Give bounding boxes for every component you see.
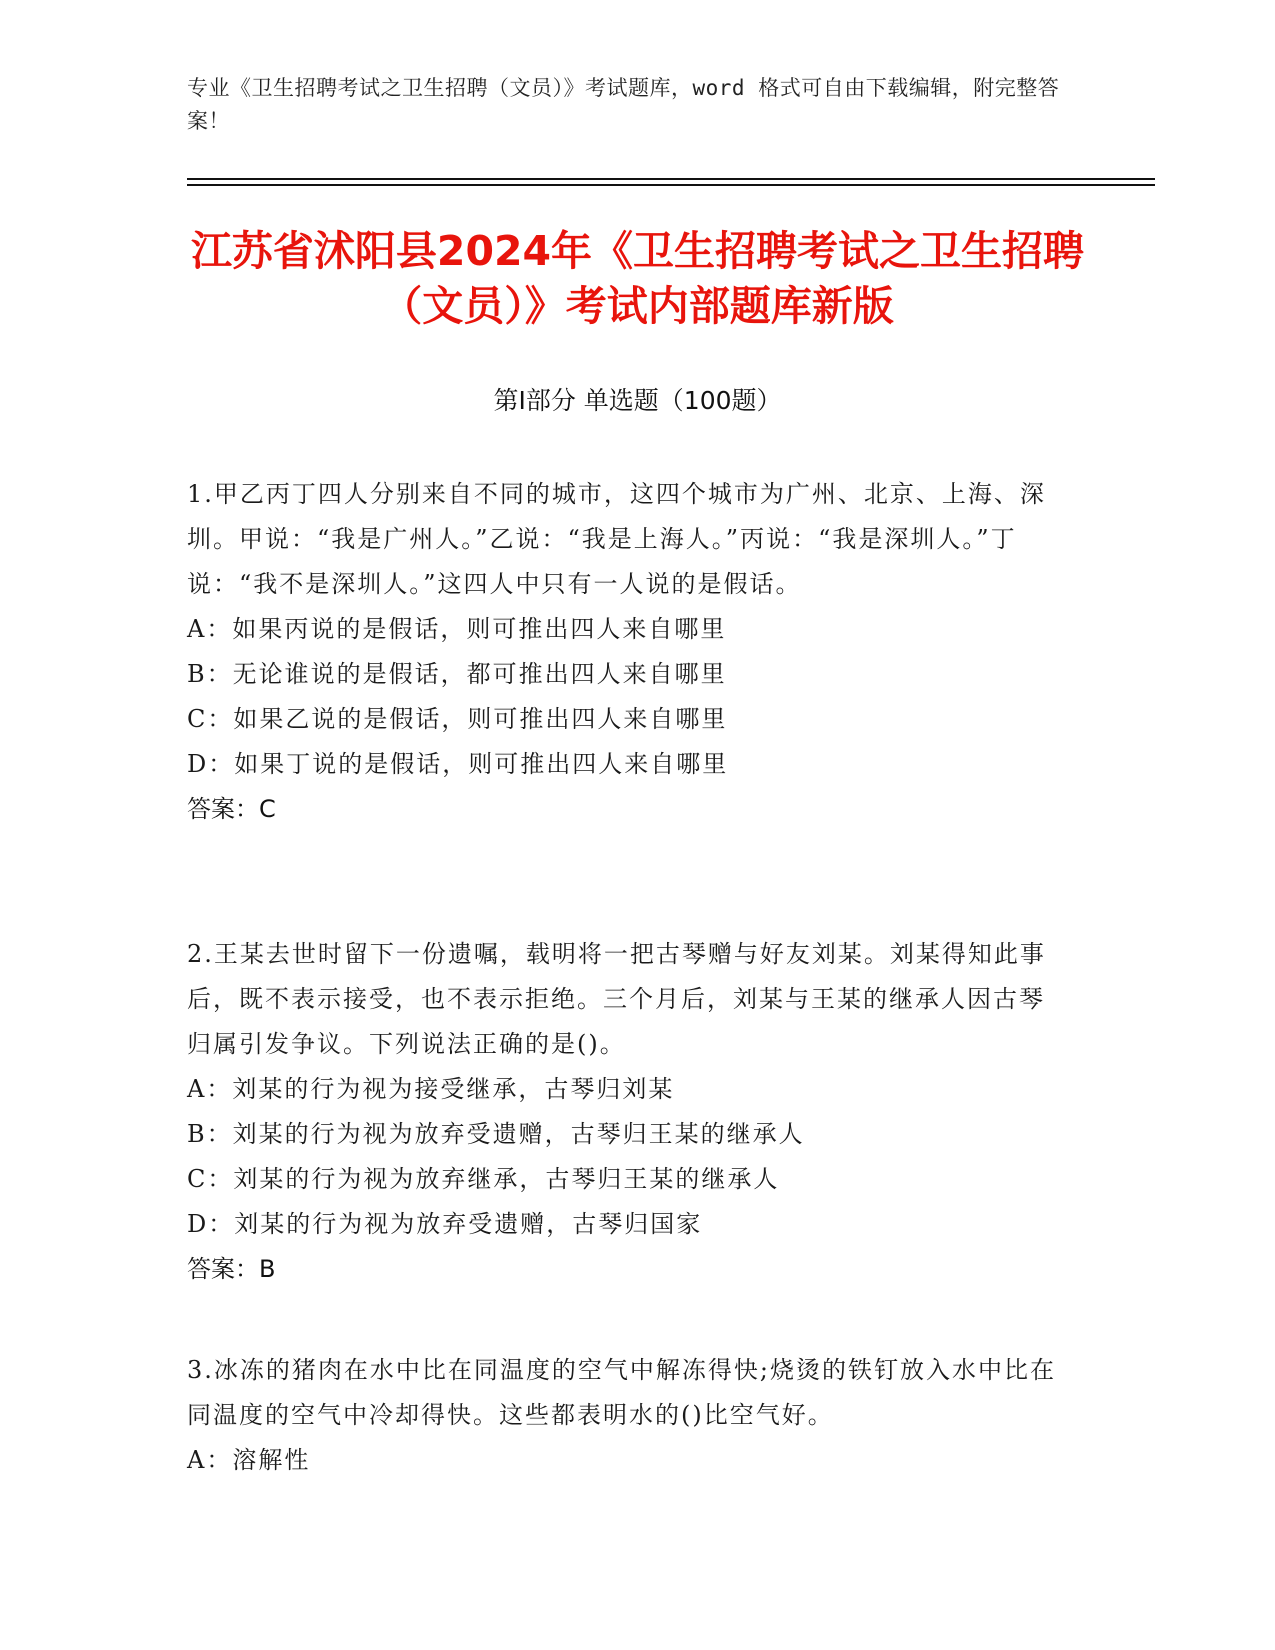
question-stem: 2.王某去世时留下一份遗嘱，载明将一把古琴赠与好友刘某。刘某得知此事后，既不表示接受，也不表示拒绝。三个月后，刘某与王某的继承人因古琴归属引发争议。下列说法正确的是()。 — [187, 940, 1046, 1058]
option-b: B：刘某的行为视为放弃受遗赠，古琴归王某的继承人 — [187, 1120, 805, 1148]
option-c: C：刘某的行为视为放弃继承，古琴归王某的继承人 — [187, 1165, 780, 1193]
question-stem: 1.甲乙丙丁四人分别来自不同的城市，这四个城市为广州、北京、上海、深圳。甲说：“我是广州人。”乙说：“我是上海人。”丙说：“我是深圳人。”丁说：“我不是深圳人。”这四人中只有一人说的是假话。 — [187, 480, 1046, 598]
option-a: A：溶解性 — [187, 1446, 311, 1474]
question-3 — [187, 1348, 1067, 1483]
header-divider-bottom — [187, 184, 1155, 186]
header-divider-top — [187, 178, 1155, 180]
option-a: A：刘某的行为视为接受继承，古琴归刘某 — [187, 1075, 675, 1103]
question-2 — [187, 932, 1067, 1292]
question-stem: 3.冰冻的猪肉在水中比在同温度的空气中解冻得快;烧烫的铁钉放入水中比在同温度的空气中冷却得快。这些都表明水的()比空气好。 — [187, 1356, 1056, 1429]
document-title: 江苏省沭阳县2024年《卫生招聘考试之卫生招聘（文员）》考试内部题库新版 — [190, 227, 1085, 330]
answer: 答案：C — [187, 795, 276, 823]
option-c: C：如果乙说的是假话，则可推出四人来自哪里 — [187, 705, 728, 733]
answer: 答案：B — [187, 1255, 276, 1283]
option-b: B：无论谁说的是假话，都可推出四人来自哪里 — [187, 660, 727, 688]
option-d: D：刘某的行为视为放弃受遗赠，古琴归国家 — [187, 1210, 703, 1238]
option-d: D：如果丁说的是假话，则可推出四人来自哪里 — [187, 750, 729, 778]
section-title: 第Ⅰ部分 单选题（100题） — [493, 386, 782, 415]
question-1 — [187, 472, 1067, 832]
header-note: 专业《卫生招聘考试之卫生招聘（文员）》考试题库，word 格式可自由下载编辑，附完整答案！ — [187, 76, 1060, 133]
option-a: A：如果丙说的是假话，则可推出四人来自哪里 — [187, 615, 727, 643]
